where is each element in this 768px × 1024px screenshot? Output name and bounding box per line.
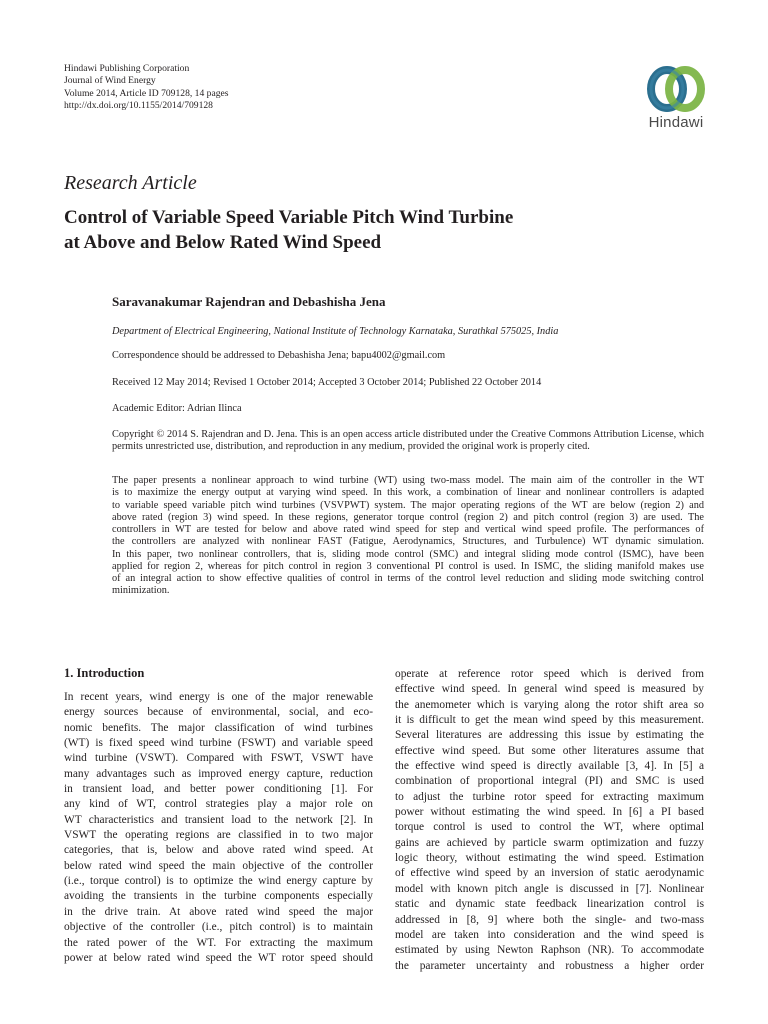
publication-dates: Received 12 May 2014; Revised 1 October 2014; Accepted 3 October 2014; Published 22 October 2014 bbox=[112, 377, 542, 388]
abstract-line: controllers in WT are tested for below and above rated wind speed for step and vertical wind speed profile. The performances of bbox=[112, 524, 704, 535]
body-line: (i.e., torque control) is to optimize the wind energy capture by bbox=[64, 875, 373, 888]
body-line: torque control is used to control the WT, where optimal bbox=[395, 821, 704, 834]
title-line: at Above and Below Rated Wind Speed bbox=[64, 232, 382, 253]
body-column-left bbox=[64, 690, 373, 966]
body-line: in transient load, and better power conditioning [1]. For bbox=[64, 783, 373, 796]
body-line: energy sources because of environmental, social, and eco- bbox=[64, 706, 373, 719]
body-line: effective wind speed. But some other literatures assume that bbox=[395, 744, 704, 757]
hindawi-logo-icon bbox=[644, 66, 708, 112]
volume-info: Volume 2014, Article ID 709128, 14 pages bbox=[64, 87, 229, 99]
article-title bbox=[64, 205, 704, 255]
body-line: of effective wind speed by an inversion of static aerodynamic bbox=[395, 867, 704, 880]
body-line: power without estimating the wind speed. In [6] a PI based bbox=[395, 806, 704, 819]
section-heading-introduction: 1. Introduction bbox=[64, 666, 145, 680]
title-line: Control of Variable Speed Variable Pitch Wind Turbine bbox=[64, 207, 514, 228]
body-line: effective wind speed. In general wind speed is measured by bbox=[395, 683, 704, 696]
body-line: the rated power of the WT. For extracting the maximum bbox=[64, 936, 373, 949]
body-line: categories, that is, below and above rated wind speed. At bbox=[64, 844, 373, 857]
abstract-line: to variable speed variable pitch wind turbines (VSVPWT) system. The major operating regions of the WT are below (region 2) and bbox=[112, 499, 704, 511]
author-list: Saravanakumar Rajendran and Debashisha Jena bbox=[112, 294, 386, 309]
body-line: logic theory, without estimating the wind speed. Estimation bbox=[395, 852, 704, 865]
journal-name: Journal of Wind Energy bbox=[64, 75, 156, 87]
body-line: in the drive train. At above rated wind speed the major bbox=[64, 905, 373, 918]
abstract-line: of an integral action to show effective qualities of control in terms of the control level reduction and sliding mode switching control bbox=[112, 573, 704, 584]
body-line: gains are achieved by particle swarm optimization and fuzzy bbox=[395, 836, 704, 849]
abstract-line: above rated (region 3) wind speed. In these regions, generator torque control (region 2) and pitch control (region 3) are used. The bbox=[112, 511, 704, 523]
body-line: combination of proportional integral (PI) and SMC is used bbox=[395, 775, 704, 788]
body-line: In recent years, wind energy is one of the major renewable bbox=[64, 691, 373, 703]
body-line: the parameter uncertainty and robustness a higher order bbox=[395, 959, 704, 972]
body-line: model with known pitch angle is discussed in [7]. Nonlinear bbox=[395, 882, 704, 895]
hindawi-logo-text: Hindawi bbox=[648, 114, 704, 131]
body-line: (WT) is fixed speed wind turbine (FSWT) and variable speed bbox=[64, 737, 373, 750]
body-line: model are taken into consideration and the wind speed is bbox=[395, 928, 704, 941]
body-line: avoiding the transients in the turbine components especially bbox=[64, 890, 373, 903]
article-type: Research Article bbox=[64, 172, 197, 194]
correspondence: Correspondence should be addressed to Debashisha Jena; bapu4002@gmail.com bbox=[112, 350, 446, 361]
body-line: addressed in [8, 9] where both the single- and two-mass bbox=[395, 913, 704, 926]
abstract-line: the controllers are analyzed with nonlinear FAST (Fatigue, Aerodynamics, Structures, and Turbulence) WT dynamic simulation. bbox=[112, 536, 704, 548]
body-column-right bbox=[395, 667, 704, 974]
body-line: many advantages such as improved energy capture, reduction bbox=[64, 767, 373, 780]
body-line: any kind of WT, control strategies play a major role on bbox=[64, 798, 373, 811]
body-line: the anemometer which is varying along the rotor shift area so bbox=[395, 698, 704, 711]
abstract-line: The paper presents a nonlinear approach to wind turbine (WT) using two-mass model. The main aim of the controller in the WT bbox=[112, 475, 704, 486]
academic-editor: Academic Editor: Adrian Ilinca bbox=[112, 403, 242, 414]
body-line: to adjust the turbine rotor speed for extracting maximum bbox=[395, 790, 704, 803]
publisher-name: Hindawi Publishing Corporation bbox=[64, 63, 190, 74]
body-line: it is difficult to get the mean wind speed by this measurement. bbox=[395, 714, 704, 727]
body-line: wind turbine (VSWT). Compared with FSWT, VSWT have bbox=[64, 752, 373, 765]
body-line: the effective wind speed is directly available [3, 4]. In [5] a bbox=[395, 760, 704, 773]
abstract bbox=[112, 475, 704, 598]
affiliation: Department of Electrical Engineering, National Institute of Technology Karnataka, Surathkal 575025, India bbox=[112, 326, 559, 337]
body-line: WT characteristics and transient load to the network [2]. In bbox=[64, 813, 373, 826]
abstract-line: is to maximize the energy output at varying wind speed. In this work, a combination of linear and nonlinear controllers is adapted bbox=[112, 487, 704, 499]
journal-header bbox=[64, 63, 229, 113]
body-line: below rated wind speed the main objective of the controller bbox=[64, 859, 373, 872]
body-line: static and dynamic state feedback linearization control is bbox=[395, 898, 704, 911]
abstract-line: minimization. bbox=[112, 585, 170, 597]
doi-link[interactable]: http://dx.doi.org/10.1155/2014/709128 bbox=[64, 100, 213, 112]
body-line: nomic benefits. The major classification of wind turbines bbox=[64, 721, 373, 734]
hindawi-logo bbox=[636, 66, 716, 134]
abstract-line: In this paper, two nonlinear controllers, that is, sliding mode control (SMC) and integral sliding mode control (ISMC), have been bbox=[112, 548, 704, 560]
body-line: objective of the controller (i.e., pitch control) is to maintain bbox=[64, 921, 373, 934]
body-line: power at below rated wind speed the WT rotor speed should bbox=[64, 951, 373, 964]
body-line: VSWT the operating regions are classified in to two major bbox=[64, 829, 373, 842]
copyright-notice: Copyright © 2014 S. Rajendran and D. Jena. This is an open access article distributed under the Creative Commons Attribution License, which permits unrestricted use, distribution, and reproduction in any medium, provided the original work is properly cited. bbox=[112, 429, 704, 453]
body-line: operate at reference rotor speed which is derived from bbox=[395, 668, 704, 680]
abstract-line: applied for region 2, whereas for pitch control in region 3 conventional PI control is used. In ISMC, the sliding manifold makes use bbox=[112, 560, 704, 572]
body-line: Several literatures are addressing this issue by estimating the bbox=[395, 729, 704, 742]
body-line: estimated by using Newton Raphson (NR). To accommodate bbox=[395, 944, 704, 957]
